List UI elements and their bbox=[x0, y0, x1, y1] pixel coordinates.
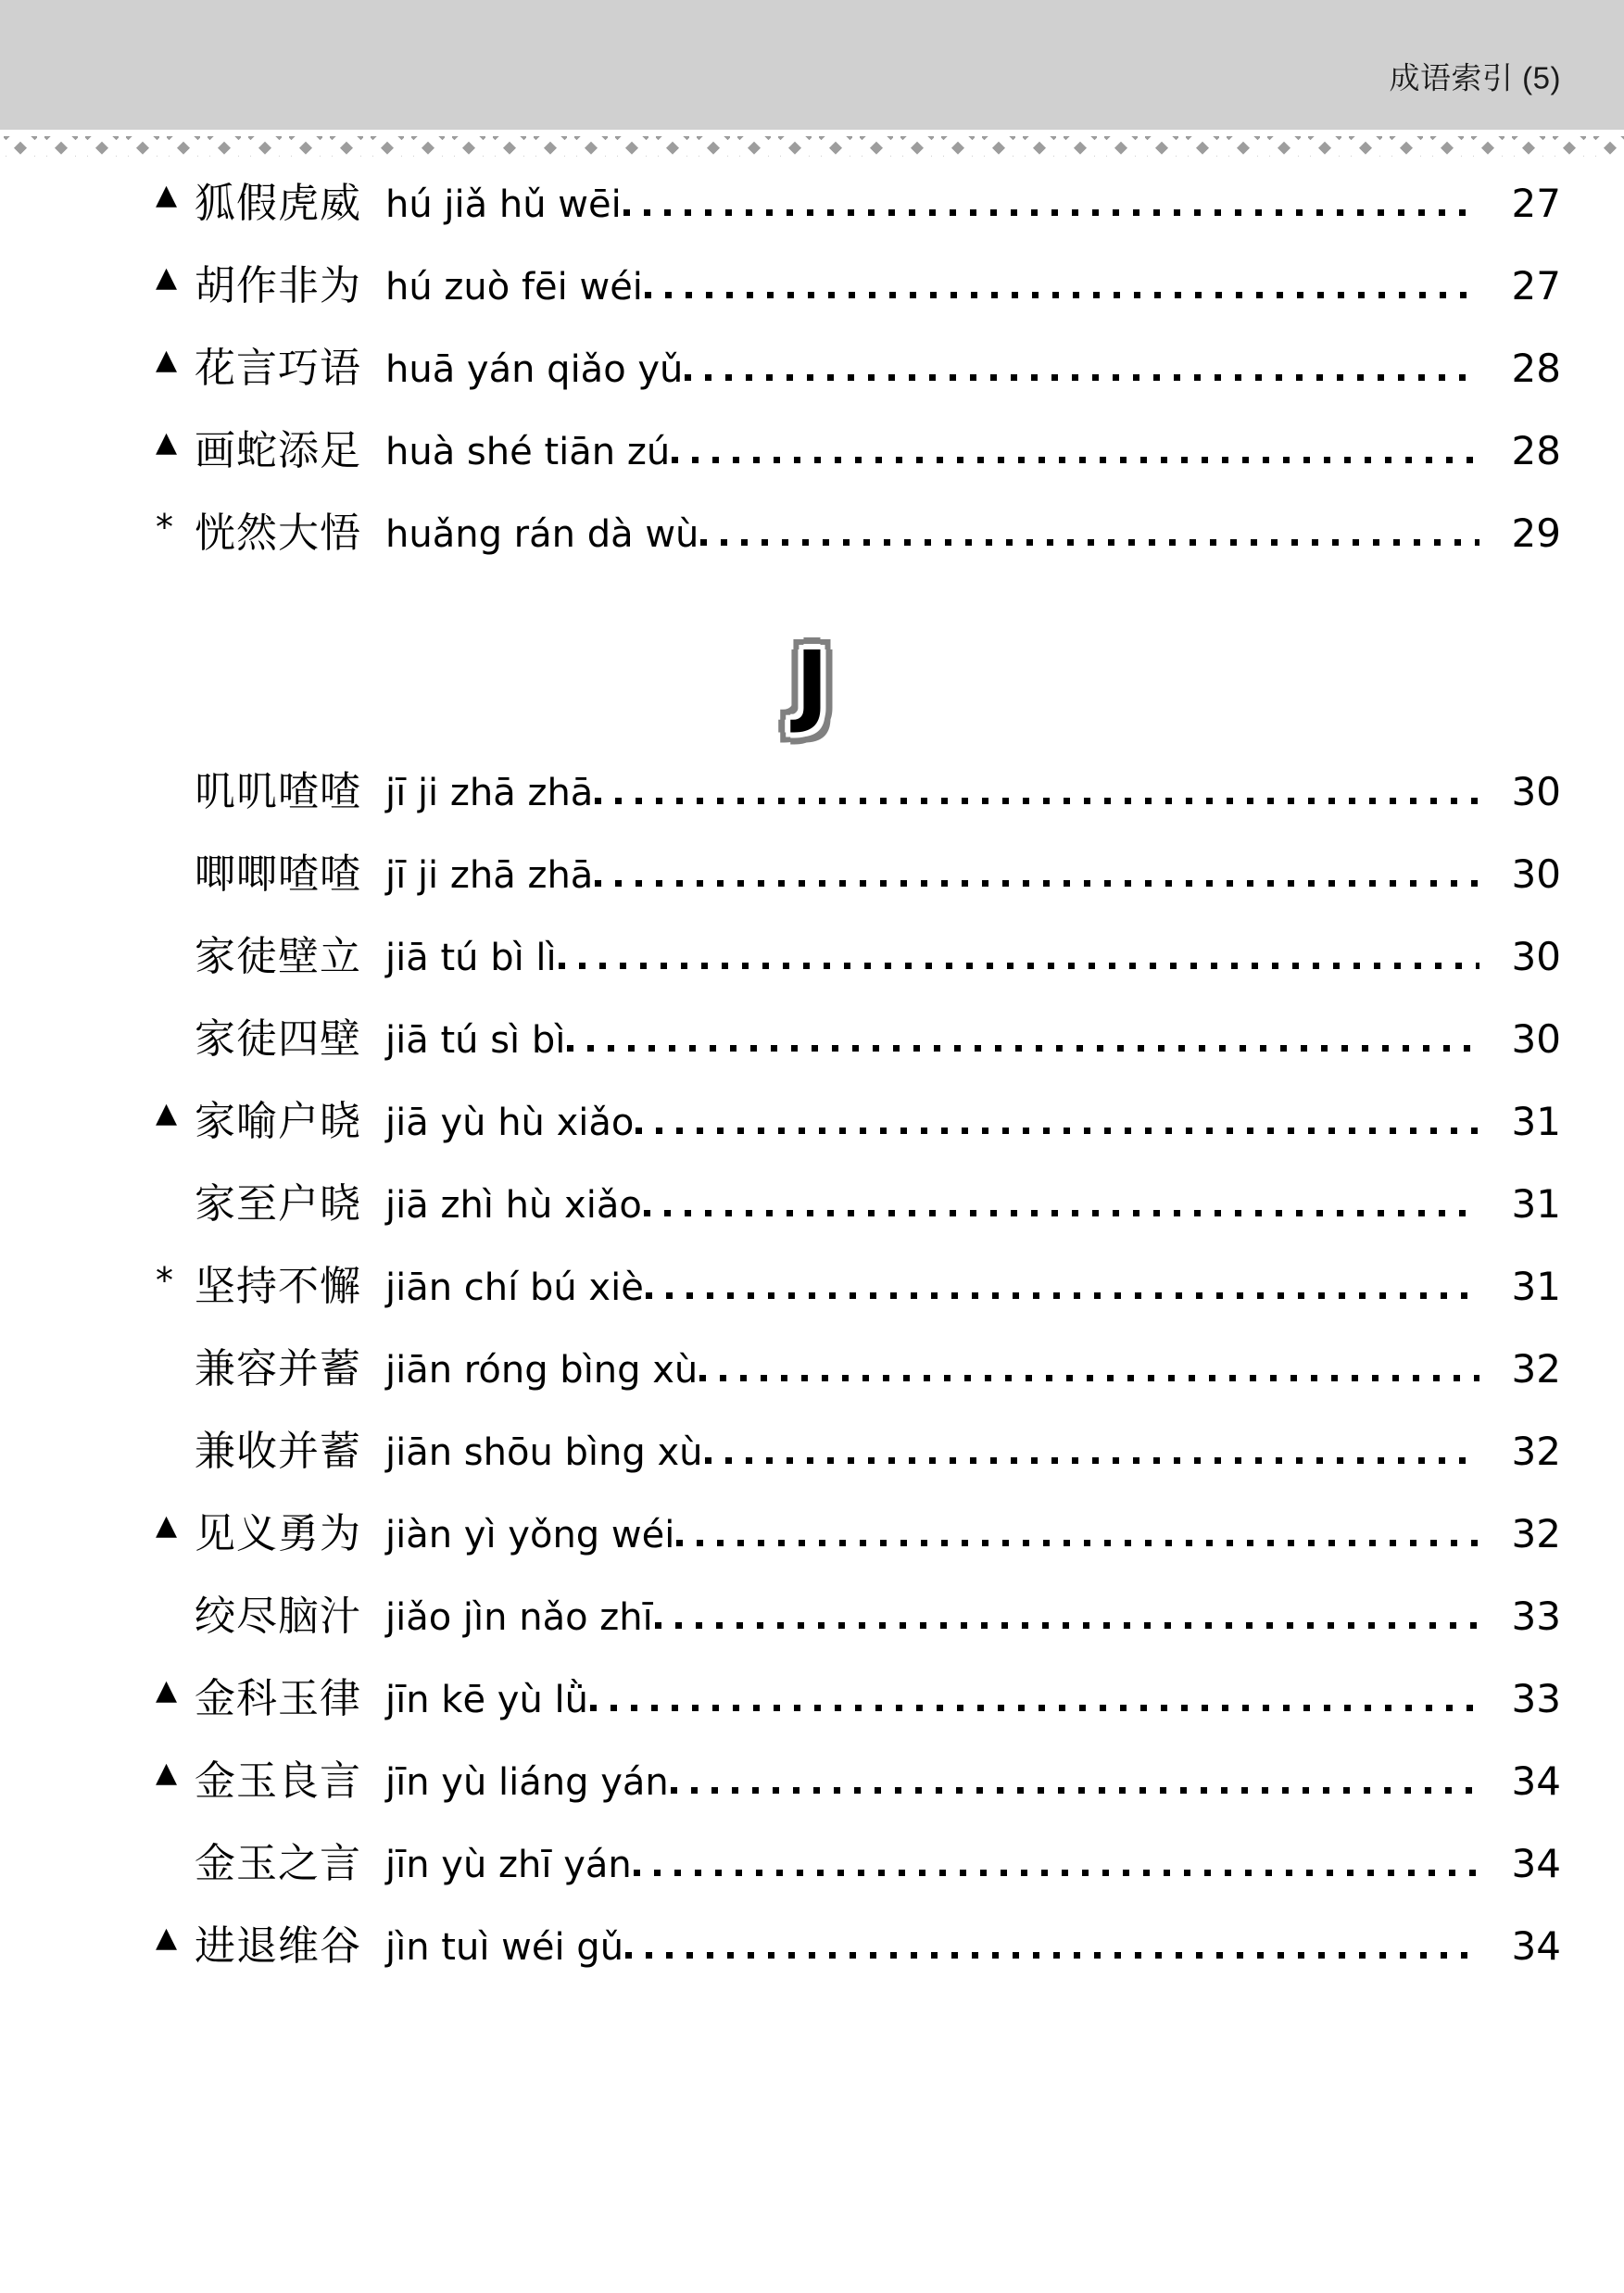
dot-leader bbox=[683, 367, 1481, 382]
entry-pinyin: hú zuò fēi wéi bbox=[385, 266, 643, 309]
dot-leader bbox=[642, 1203, 1481, 1217]
no-mark-spacer bbox=[156, 1017, 195, 1045]
entry-pinyin: hú jiǎ hǔ wēi bbox=[385, 183, 622, 226]
index-entry-row[interactable] bbox=[0, 850, 1624, 937]
entry-pinyin: jīn kē yù lǜ bbox=[385, 1679, 588, 1721]
entry-pinyin: jiā zhì hù xiǎo bbox=[385, 1184, 642, 1227]
entry-pinyin: jiān shōu bìng xù bbox=[385, 1431, 703, 1474]
entry-pinyin: jī ji zhā zhā bbox=[385, 854, 594, 897]
entry-page-number: 27 bbox=[1511, 263, 1561, 309]
entry-page-number: 32 bbox=[1511, 1511, 1561, 1556]
star-mark-icon: * bbox=[156, 1260, 173, 1301]
entry-page-number: 31 bbox=[1511, 1181, 1561, 1227]
dot-leader bbox=[643, 284, 1481, 299]
entry-pinyin: huà shé tiān zú bbox=[385, 431, 671, 473]
entry-pinyin: jiā yù hù xiǎo bbox=[385, 1102, 635, 1144]
index-entry-row[interactable] bbox=[0, 261, 1624, 348]
index-entry-row[interactable] bbox=[0, 1260, 1624, 1349]
entry-page-number: 29 bbox=[1511, 510, 1561, 556]
entry-page-number: 30 bbox=[1511, 769, 1561, 814]
entry-idiom: 金玉之言 bbox=[195, 1840, 361, 1887]
section-letter-divider bbox=[0, 596, 1624, 772]
dot-leader bbox=[588, 1697, 1481, 1712]
entry-page-number: 32 bbox=[1511, 1346, 1561, 1392]
dot-leader bbox=[674, 1532, 1481, 1547]
entry-idiom: 见义勇为 bbox=[195, 1510, 361, 1557]
entry-idiom: 家徒壁立 bbox=[195, 933, 361, 980]
entry-idiom: 恍然大悟 bbox=[195, 510, 361, 557]
entry-pinyin: jiān chí bú xiè bbox=[385, 1266, 644, 1309]
index-entry-row[interactable] bbox=[0, 1097, 1624, 1184]
triangle-mark-icon: ▲ bbox=[156, 179, 178, 211]
dot-leader bbox=[669, 1780, 1481, 1795]
entry-page-number: 33 bbox=[1511, 1594, 1561, 1639]
entry-pinyin: jī ji zhā zhā bbox=[385, 772, 594, 814]
no-mark-spacer bbox=[156, 770, 195, 798]
entry-idiom: 叽叽喳喳 bbox=[195, 768, 361, 815]
entry-idiom: 狐假虎威 bbox=[195, 180, 361, 227]
entry-pinyin: jiān róng bìng xù bbox=[385, 1349, 699, 1392]
index-entry-row[interactable] bbox=[0, 768, 1624, 854]
no-mark-spacer bbox=[156, 1182, 195, 1210]
index-entry-row[interactable] bbox=[0, 179, 1624, 266]
no-mark-spacer bbox=[156, 852, 195, 880]
dot-leader bbox=[670, 449, 1481, 464]
entry-pinyin: jiǎo jìn nǎo zhī bbox=[385, 1596, 653, 1639]
triangle-mark-icon: ▲ bbox=[156, 344, 178, 376]
dot-leader bbox=[698, 1367, 1481, 1382]
index-entry-row[interactable] bbox=[0, 1757, 1624, 1844]
entry-page-number: 30 bbox=[1511, 1016, 1561, 1062]
entry-page-number: 30 bbox=[1511, 934, 1561, 979]
entry-pinyin: jīn yù liáng yán bbox=[385, 1761, 669, 1804]
entry-page-number: 28 bbox=[1511, 346, 1561, 391]
entry-pinyin: huǎng rán dà wù bbox=[385, 513, 699, 556]
entry-idiom: 花言巧语 bbox=[195, 345, 361, 392]
no-mark-spacer bbox=[156, 935, 195, 963]
dot-leader bbox=[644, 1285, 1481, 1300]
section-letter-badge: J bbox=[795, 632, 829, 736]
entry-idiom: 进退维谷 bbox=[195, 1922, 361, 1970]
entry-page-number: 30 bbox=[1511, 851, 1561, 897]
index-entry-row[interactable] bbox=[0, 1180, 1624, 1266]
entry-pinyin: huā yán qiǎo yǔ bbox=[385, 348, 684, 391]
index-content bbox=[0, 163, 1624, 2009]
dot-leader bbox=[634, 1120, 1481, 1135]
page-header-title: 成语索引 (5) bbox=[1389, 60, 1561, 95]
index-entry-list-h bbox=[0, 179, 1624, 596]
dot-leader bbox=[557, 955, 1481, 970]
entry-page-number: 34 bbox=[1511, 1758, 1561, 1804]
dot-leader bbox=[632, 1862, 1481, 1877]
index-entry-row[interactable] bbox=[0, 1509, 1624, 1596]
ornament-top-edge bbox=[0, 130, 1624, 136]
entry-pinyin: jiā tú sì bì bbox=[385, 1019, 566, 1062]
entry-idiom: 胡作非为 bbox=[195, 262, 361, 309]
dot-leader bbox=[703, 1450, 1481, 1465]
index-entry-row[interactable] bbox=[0, 1840, 1624, 1926]
index-entry-row[interactable] bbox=[0, 344, 1624, 431]
star-mark-icon: * bbox=[156, 507, 173, 548]
page-header-band bbox=[0, 0, 1624, 130]
dot-leader bbox=[622, 202, 1481, 217]
dot-leader bbox=[653, 1615, 1481, 1630]
index-entry-row[interactable] bbox=[0, 1921, 1624, 2009]
entry-idiom: 唧唧喳喳 bbox=[195, 850, 361, 898]
triangle-mark-icon: ▲ bbox=[156, 1509, 178, 1542]
ornament-bottom-edge bbox=[0, 157, 1624, 163]
entry-idiom: 金科玉律 bbox=[195, 1675, 361, 1722]
no-mark-spacer bbox=[156, 1430, 195, 1457]
triangle-mark-icon: ▲ bbox=[156, 261, 178, 294]
index-entry-row[interactable] bbox=[0, 1345, 1624, 1431]
dot-leader bbox=[565, 1038, 1481, 1052]
entry-pinyin: jìn tuì wéi gǔ bbox=[385, 1926, 624, 1969]
entry-idiom: 兼收并蓄 bbox=[195, 1428, 361, 1475]
dot-leader bbox=[699, 532, 1481, 547]
entry-idiom: 家喻户晓 bbox=[195, 1098, 361, 1145]
entry-page-number: 33 bbox=[1511, 1676, 1561, 1721]
triangle-mark-icon: ▲ bbox=[156, 1921, 178, 1954]
index-entry-row[interactable] bbox=[0, 1593, 1624, 1679]
entry-idiom: 绞尽脑汁 bbox=[195, 1593, 361, 1640]
entry-idiom: 兼容并蓄 bbox=[195, 1345, 361, 1392]
dot-leader bbox=[593, 873, 1481, 888]
dot-leader bbox=[623, 1945, 1481, 1959]
index-entry-row[interactable] bbox=[0, 1428, 1624, 1514]
entry-idiom: 家至户晓 bbox=[195, 1180, 361, 1228]
index-entry-list-j bbox=[0, 768, 1624, 2009]
no-mark-spacer bbox=[156, 1347, 195, 1375]
triangle-mark-icon: ▲ bbox=[156, 1757, 178, 1789]
entry-page-number: 32 bbox=[1511, 1429, 1561, 1474]
triangle-mark-icon: ▲ bbox=[156, 1674, 178, 1707]
index-entry-row[interactable] bbox=[0, 933, 1624, 1019]
no-mark-spacer bbox=[156, 1842, 195, 1870]
entry-page-number: 27 bbox=[1511, 181, 1561, 226]
index-entry-row[interactable] bbox=[0, 426, 1624, 513]
entry-idiom: 坚持不懈 bbox=[195, 1263, 361, 1310]
index-entry-row[interactable] bbox=[0, 1674, 1624, 1761]
entry-idiom: 金玉良言 bbox=[195, 1758, 361, 1805]
entry-page-number: 34 bbox=[1511, 1923, 1561, 1969]
entry-page-number: 31 bbox=[1511, 1264, 1561, 1309]
entry-idiom: 画蛇添足 bbox=[195, 427, 361, 474]
entry-page-number: 31 bbox=[1511, 1099, 1561, 1144]
decorative-border-ornament bbox=[0, 130, 1624, 163]
dot-leader bbox=[593, 790, 1481, 805]
entry-page-number: 34 bbox=[1511, 1841, 1561, 1886]
entry-page-number: 28 bbox=[1511, 428, 1561, 473]
index-entry-row[interactable] bbox=[0, 507, 1624, 596]
entry-pinyin: jīn yù zhī yán bbox=[385, 1844, 632, 1886]
entry-pinyin: jiā tú bì lì bbox=[385, 937, 557, 979]
index-entry-row[interactable] bbox=[0, 1015, 1624, 1102]
triangle-mark-icon: ▲ bbox=[156, 1097, 178, 1129]
entry-idiom: 家徒四壁 bbox=[195, 1015, 361, 1063]
entry-pinyin: jiàn yì yǒng wéi bbox=[385, 1514, 675, 1556]
triangle-mark-icon: ▲ bbox=[156, 426, 178, 459]
no-mark-spacer bbox=[156, 1594, 195, 1622]
